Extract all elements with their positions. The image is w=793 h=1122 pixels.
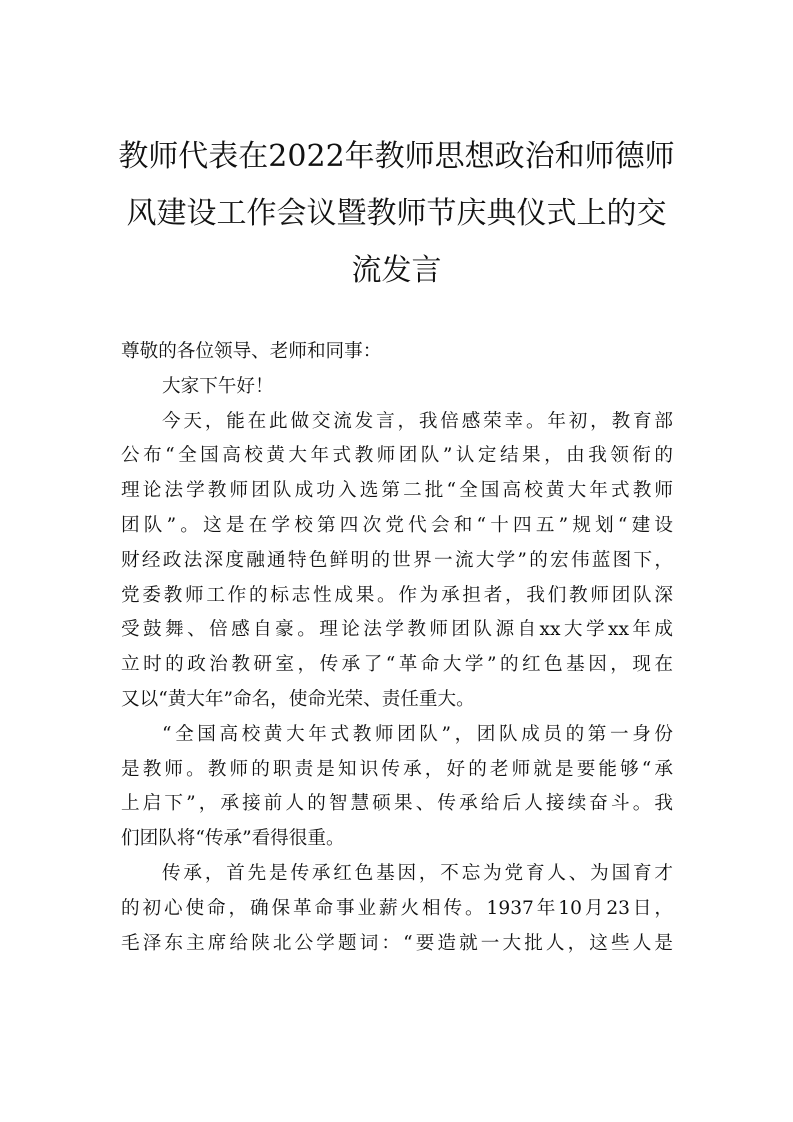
salutation: 尊敬的各位领导、老师和同事： xyxy=(121,341,382,362)
paragraph-line: 的初心使命，确保革命事业薪火相传。1937年10月23日， xyxy=(121,897,673,919)
title-line: 流发言 xyxy=(351,253,442,288)
title-line: 教师代表在2022年教师思想政治和师德师 xyxy=(118,139,675,174)
document-title xyxy=(110,128,683,299)
paragraph-line: 又以“黄大年”命名，使命光荣、责任重大。 xyxy=(121,688,475,710)
paragraph-line: 今天，能在此做交流发言，我倍感荣幸。年初，教育部 xyxy=(162,410,673,432)
paragraph-line: 党委教师工作的标志性成果。作为承担者，我们教师团队深 xyxy=(121,584,673,606)
paragraph-line: 团队”。这是在学校第四次党代会和“十四五”规划“建设 xyxy=(121,514,673,536)
paragraph-line: 公布“全国高校黄大年式教师团队”认定结果，由我领衔的 xyxy=(121,445,673,467)
paragraph xyxy=(121,405,673,718)
greeting: 大家下午好！ xyxy=(162,375,274,397)
paragraph-line: 理论法学教师团队成功入选第二批“全国高校黄大年式教师 xyxy=(121,480,673,502)
paragraph-line: 受鼓舞、倍感自豪。理论法学教师团队源自xx大学xx年成 xyxy=(121,619,673,641)
paragraph-line: 是教师。教师的职责是知识传承，好的老师就是要能够“承 xyxy=(121,758,673,780)
paragraph-line: 传承，首先是传承红色基因，不忘为党育人、为国育才 xyxy=(162,862,673,884)
paragraph xyxy=(121,718,673,857)
title-line: 风建设工作会议暨教师节庆典仪式上的交 xyxy=(126,196,667,231)
paragraph-line: 毛泽东主席给陕北公学题词：“要造就一大批人，这些人是 xyxy=(121,932,673,954)
paragraph xyxy=(121,857,673,961)
paragraph-line: 财经政法深度融通特色鲜明的世界一流大学”的宏伟蓝图下， xyxy=(121,549,673,571)
document-body xyxy=(121,335,673,961)
paragraph-line: 上启下”，承接前人的智慧硕果、传承给后人接续奋斗。我 xyxy=(121,793,673,815)
paragraph-line: 们团队将“传承”看得很重。 xyxy=(121,828,345,850)
paragraph-line: 立时的政治教研室，传承了“革命大学”的红色基因，现在 xyxy=(121,654,673,676)
paragraph-line: “全国高校黄大年式教师团队”，团队成员的第一身份 xyxy=(162,723,673,745)
